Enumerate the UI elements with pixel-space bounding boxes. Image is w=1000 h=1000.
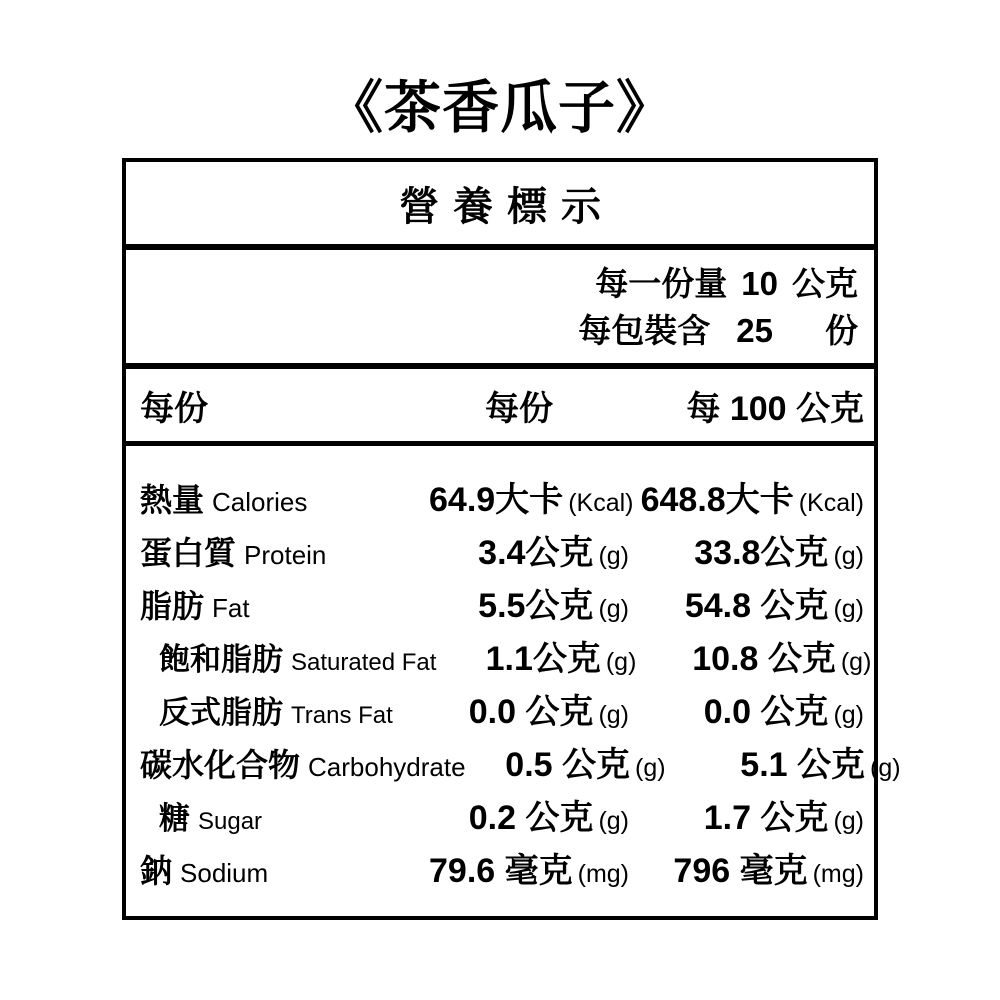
per-serving-unit: (g) bbox=[598, 595, 629, 624]
per-serving-value: 0.0 公克 bbox=[468, 693, 594, 732]
nutrient-name-zh: 鈉 bbox=[140, 853, 173, 890]
per-100g-value: 10.8 公克 bbox=[692, 640, 836, 679]
table-row-protein bbox=[140, 525, 864, 578]
nutrient-name-zh: 糖 bbox=[159, 801, 190, 837]
table-row-fat bbox=[140, 578, 864, 631]
nutrient-name-en: Carbohydrate bbox=[308, 752, 466, 783]
package-count-unit: 份 bbox=[825, 312, 858, 350]
nutrient-name-zh: 碳水化合物 bbox=[140, 747, 301, 784]
per-serving-value: 5.5公克 bbox=[478, 587, 594, 626]
per-serving-unit: (mg) bbox=[577, 860, 630, 889]
table-row-trans-fat bbox=[140, 684, 864, 737]
per-serving-unit: (Kcal) bbox=[568, 489, 634, 518]
per-100g-value: 648.8大卡 bbox=[640, 481, 794, 520]
per-100g-unit: (mg) bbox=[812, 860, 864, 889]
per-100g-unit: (Kcal) bbox=[798, 489, 864, 518]
nutrient-name-en: Sugar bbox=[198, 808, 263, 836]
per-serving-value: 64.9大卡 bbox=[429, 481, 564, 520]
label-title: 營養標示 bbox=[126, 162, 874, 250]
per-100g-unit: (g) bbox=[833, 701, 864, 730]
package-count-value: 25 bbox=[736, 312, 773, 350]
per-100g-value: 54.8 公克 bbox=[684, 587, 829, 626]
page-title: 《茶香瓜子》 bbox=[326, 76, 674, 140]
per-serving-value: 0.2 公克 bbox=[468, 799, 594, 838]
column-header-per-serving: 每份 bbox=[485, 390, 553, 429]
per-100g-value: 796 毫克 bbox=[673, 852, 808, 891]
per-100g-value: 1.7 公克 bbox=[703, 799, 829, 838]
per-serving-unit: (g) bbox=[598, 701, 629, 730]
per-serving-unit: (g) bbox=[605, 648, 637, 677]
per-serving-value: 1.1公克 bbox=[485, 640, 601, 679]
per-serving-unit: (g) bbox=[598, 807, 629, 836]
nutrient-name-en: Trans Fat bbox=[291, 702, 393, 730]
column-header-per-100g: 每 100 公克 bbox=[686, 390, 864, 429]
nutrient-name-en: Sodium bbox=[180, 858, 269, 889]
per-100g-unit: (g) bbox=[840, 648, 872, 677]
per-serving-value: 79.6 毫克 bbox=[429, 852, 573, 891]
per-serving-value: 3.4公克 bbox=[478, 534, 594, 573]
package-count-label: 每包裝含 bbox=[578, 312, 711, 350]
column-header-left: 每份 bbox=[140, 390, 208, 429]
per-100g-unit: (g) bbox=[833, 807, 864, 836]
nutrient-name-zh: 反式脂肪 bbox=[159, 695, 283, 731]
nutrition-label-page bbox=[0, 76, 1000, 1000]
serving-size-value: 10 bbox=[741, 264, 778, 302]
nutrient-name-zh: 蛋白質 bbox=[140, 535, 237, 572]
per-serving-value: 0.5 公克 bbox=[505, 746, 630, 785]
serving-size-unit: 公克 bbox=[792, 264, 858, 302]
per-100g-value: 5.1 公克 bbox=[740, 746, 865, 785]
table-row-carbohydrate bbox=[140, 737, 901, 790]
nutrition-label bbox=[122, 158, 901, 921]
package-count-line bbox=[126, 307, 858, 355]
per-100g-unit: (g) bbox=[833, 542, 864, 571]
serving-info bbox=[126, 250, 874, 370]
nutrient-name-zh: 熱量 bbox=[140, 482, 205, 519]
per-100g-value: 33.8公克 bbox=[694, 534, 829, 573]
per-serving-unit: (g) bbox=[635, 754, 666, 783]
per-100g-unit: (g) bbox=[870, 754, 901, 783]
serving-size-label: 每一份量 bbox=[595, 264, 728, 302]
per-100g-value: 0.0 公克 bbox=[703, 693, 829, 732]
table-row-saturated-fat bbox=[140, 631, 872, 684]
nutrient-name-en: Protein bbox=[244, 540, 327, 571]
column-header-row bbox=[126, 369, 874, 446]
per-100g-unit: (g) bbox=[833, 595, 864, 624]
serving-size-line bbox=[126, 260, 858, 308]
table-row-calories bbox=[140, 472, 864, 525]
table-row-sugar bbox=[140, 790, 864, 843]
nutrient-name-en: Saturated Fat bbox=[291, 649, 437, 677]
nutrient-name-en: Fat bbox=[212, 593, 250, 624]
nutrient-name-zh: 飽和脂肪 bbox=[159, 642, 283, 678]
nutrient-name-en: Calories bbox=[212, 487, 308, 518]
nutrition-table bbox=[126, 446, 901, 916]
per-serving-unit: (g) bbox=[598, 542, 629, 571]
table-row-sodium bbox=[140, 843, 864, 896]
nutrient-name-zh: 脂肪 bbox=[140, 588, 205, 625]
